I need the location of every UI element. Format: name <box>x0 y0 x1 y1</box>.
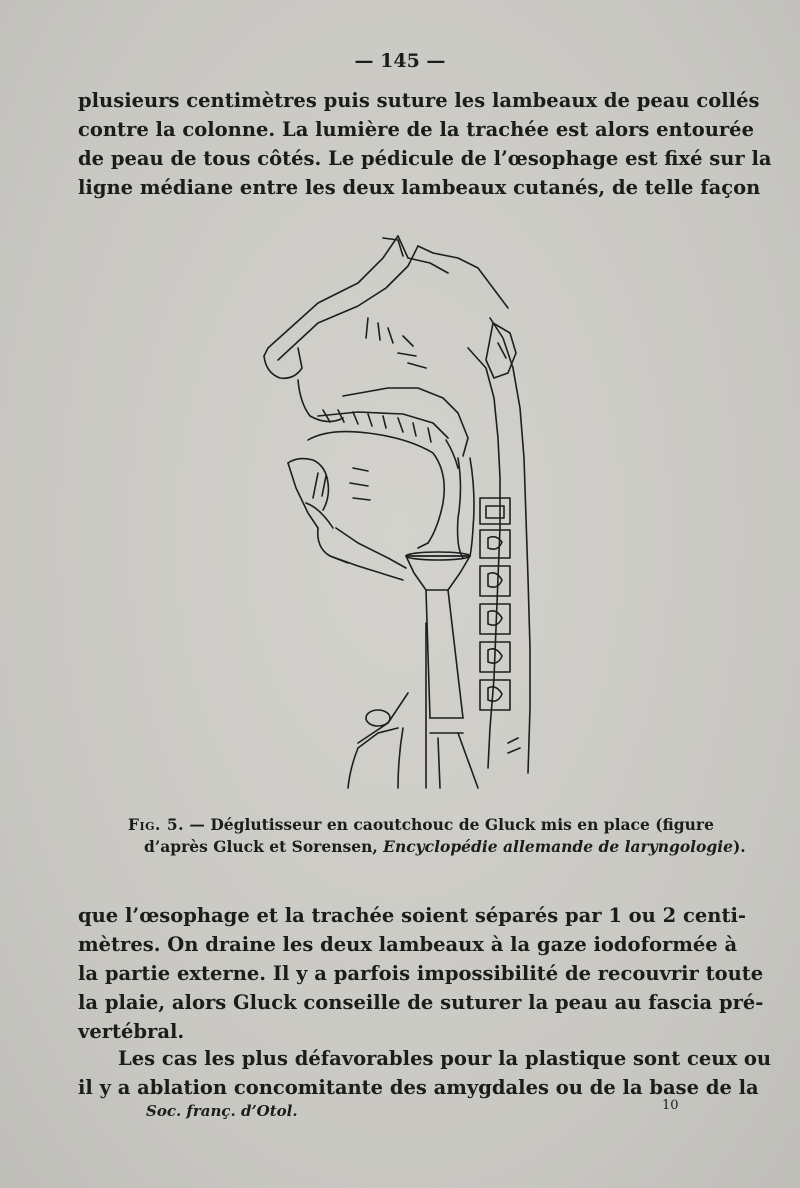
text-line: il y a ablation concomitante des amygdales ou de la base de la <box>78 1076 759 1099</box>
caption-text: — Déglutisseur en caoutchouc de Gluck mis en place (figure <box>184 815 714 834</box>
paragraph-2 <box>78 901 764 1046</box>
caption-line-2 <box>128 836 746 858</box>
text-line: que l’œsophage et la trachée soient séparés par 1 ou 2 centi- <box>78 904 746 927</box>
journal-footer: Soc. franç. d’Otol. <box>146 1102 298 1120</box>
text-line: la partie externe. Il y a parfois impossibilité de recouvrir toute <box>78 962 764 985</box>
text-line: Les cas les plus défavorables pour la plastique sont ceux ou <box>118 1047 772 1070</box>
text-line: ligne médiane entre les deux lambeaux cutanés, de telle façon <box>78 176 761 199</box>
text-line: mètres. On draine les deux lambeaux à la gaze iodoformée à <box>78 933 738 956</box>
paragraph-1 <box>78 86 772 202</box>
text-line: la plaie, alors Gluck conseille de suturer la peau au fascia pré- <box>78 991 764 1014</box>
text-line: de peau de tous côtés. Le pédicule de l’œsophage est fixé sur la <box>78 147 772 170</box>
caption-line-1 <box>128 814 714 836</box>
text-line: vertébral. <box>78 1020 185 1043</box>
caption-source: Encyclopédie allemande de laryngologie <box>383 837 733 856</box>
paragraph-3 <box>78 1044 772 1102</box>
swallowing-device-diagram <box>258 228 548 798</box>
caption-attribution: d’après Gluck et Sorensen, <box>144 837 384 856</box>
text-line: contre la colonne. La lumière de la trachée est alors entourée <box>78 118 754 141</box>
figure-label: Fig. 5. <box>128 815 185 834</box>
text-line: plusieurs centimètres puis suture les lambeaux de peau collés <box>78 89 760 112</box>
page-number: — 145 — <box>354 50 446 72</box>
signature-mark: 10 <box>662 1098 679 1113</box>
caption-end: ). <box>732 837 746 856</box>
figure-caption <box>128 814 746 858</box>
figure-illustration <box>258 228 548 798</box>
